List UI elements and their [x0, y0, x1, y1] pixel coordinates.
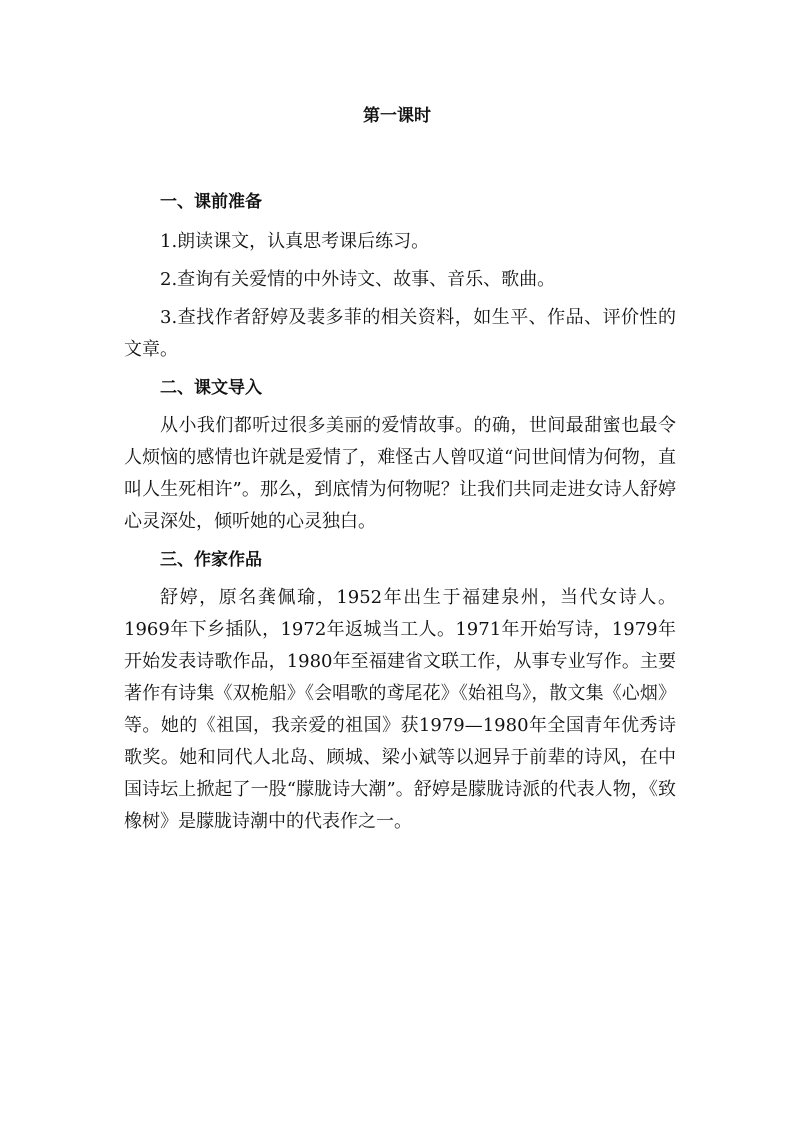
paragraph: 舒婷，原名龚佩瑜，1952年出生于福建泉州，当代女诗人。1969年下乡插队，1972年返城当工人。1971年开始写诗，1979年开始发表诗歌作品，1980年至福建省文联工作，从事专业写作。主要著作有诗集《双桅船》《会唱歌的鸢尾花》《始祖鸟》，散文集《心烟》等。她的《祖国，我亲爱的祖国》获1979—1980年全国青年优秀诗歌奖。她和同代人北岛、顾城、梁小斌等以迥异于前辈的诗风，在中国诗坛上掀起了一股“朦胧诗大潮”。舒婷是朦胧诗派的代表人物，《致橡树》是朦胧诗潮中的代表作之一。	[124, 587, 676, 832]
document-body	[124, 186, 676, 838]
section-heading: 一、课前准备	[160, 192, 262, 212]
page-title: 第一课时	[363, 106, 431, 126]
section-introduction	[124, 372, 676, 538]
section-heading: 三、作家作品	[160, 550, 262, 570]
paragraph: 1.朗读课文，认真思考课后练习。	[160, 231, 430, 252]
paragraph: 2.查询有关爱情的中外诗文、故事、音乐、歌曲。	[160, 269, 556, 290]
paragraph: 3.查找作者舒婷及裴多菲的相关资料，如生平、作品、评价性的文章。	[124, 307, 676, 360]
section-preparation	[124, 186, 676, 366]
section-author-works	[124, 544, 676, 838]
section-heading: 二、课文导入	[160, 378, 262, 398]
paragraph: 从小我们都听过很多美丽的爱情故事。的确，世间最甜蜜也最令人烦恼的感情也许就是爱情了，难怪古人曾叹道“问世间情为何物，直叫人生死相许”。那么，到底情为何物呢？让我们共同走进女诗人舒婷心灵深处，倾听她的心灵独白。	[124, 415, 676, 532]
